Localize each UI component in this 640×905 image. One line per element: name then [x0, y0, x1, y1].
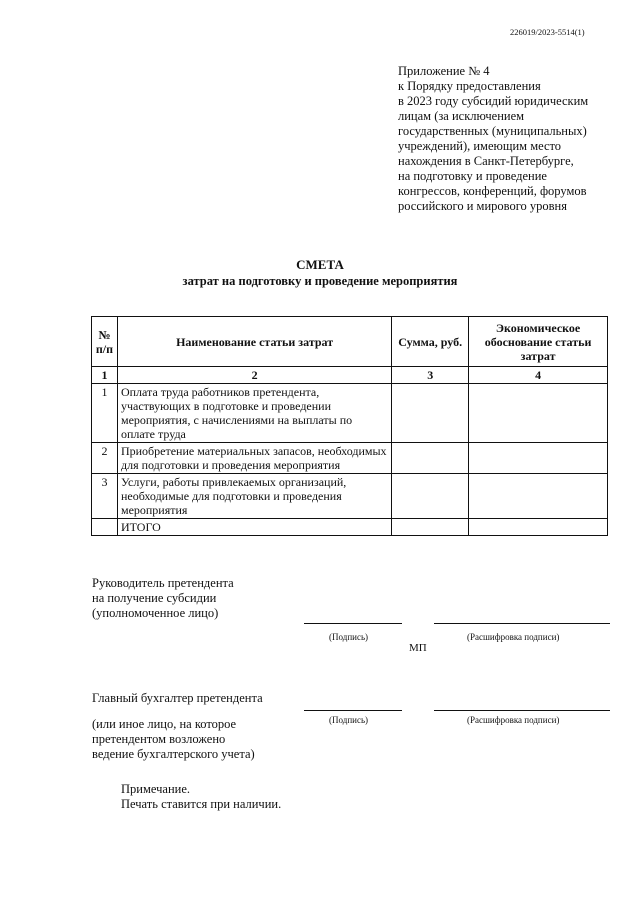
cost-estimate-table: [91, 316, 608, 536]
appendix-line: лицам (за исключением: [398, 109, 525, 123]
head-line: (уполномоченное лицо): [92, 606, 219, 620]
row-item-name: Услуги, работы привлекаемых организаций, необходимые для подготовки и проведения мероприятия: [117, 474, 391, 519]
row-item-name: Оплата труда работников претендента, участвующих в подготовке и проведении мероприятия, с начислениями на выплаты по оплате труда: [117, 384, 391, 443]
accountant-alt-line: претендентом возложено: [92, 732, 226, 746]
accountant-alt-label: [92, 717, 255, 762]
head-decoding-caption: (Расшифровка подписи): [467, 632, 560, 642]
accountant-alt-line: (или иное лицо, на которое: [92, 717, 237, 731]
row-number: 1: [92, 384, 118, 443]
accountant-alt-line: ведение бухгалтерского учета): [92, 747, 255, 761]
appendix-line: государственных (муниципальных): [398, 124, 587, 138]
row-justification: [469, 443, 608, 474]
row-number: 3: [92, 474, 118, 519]
table-row: [92, 443, 608, 474]
accountant-signature-line: [304, 710, 402, 711]
appendix-line: к Порядку предоставления: [398, 79, 541, 93]
document-subtitle: затрат на подготовку и проведение мероприятия: [182, 274, 458, 288]
stamp-place-label: МП: [409, 642, 427, 654]
head-line: на получение субсидии: [92, 591, 217, 605]
table-total-row: [92, 519, 608, 536]
appendix-header: [398, 64, 633, 214]
table-row: [92, 384, 608, 443]
row-sum: [392, 443, 469, 474]
column-index: 1: [92, 367, 118, 384]
header-justification: Экономическое обоснование статьи затрат: [469, 317, 608, 367]
accountant-decoding-caption: (Расшифровка подписи): [467, 715, 560, 725]
appendix-line: на подготовку и проведение: [398, 169, 547, 183]
head-line: Руководитель претендента: [92, 576, 234, 590]
total-justification-cell: [469, 519, 608, 536]
table-header-row: [92, 317, 608, 367]
head-signature-line: [304, 623, 402, 624]
appendix-line: в 2023 году субсидий юридическим: [398, 94, 589, 108]
column-index: 2: [117, 367, 391, 384]
head-decoding-line: [434, 623, 610, 624]
total-sum-cell: [392, 519, 469, 536]
column-index: 4: [469, 367, 608, 384]
document-title: СМЕТА: [296, 257, 344, 272]
row-justification: [469, 384, 608, 443]
accountant-label: Главный бухгалтер претендента: [92, 691, 263, 705]
header-number: № п/п: [92, 317, 118, 367]
row-item-name: Приобретение материальных запасов, необходимых для подготовки и проведения мероприятия: [117, 443, 391, 474]
row-justification: [469, 474, 608, 519]
note-text: Печать ставится при наличии.: [121, 797, 282, 811]
appendix-line: нахождения в Санкт-Петербурге,: [398, 154, 574, 168]
column-index-row: [92, 367, 608, 384]
row-sum: [392, 384, 469, 443]
head-signatory-label: [92, 576, 234, 621]
appendix-line: Приложение № 4: [398, 64, 490, 78]
head-signature-caption: (Подпись): [329, 632, 369, 642]
table-row: [92, 474, 608, 519]
header-sum: Сумма, руб.: [392, 317, 469, 367]
header-item-name: Наименование статьи затрат: [117, 317, 391, 367]
accountant-decoding-line: [434, 710, 610, 711]
document-number: 226019/2023-5514(1): [510, 27, 585, 37]
appendix-line: конгрессов, конференций, форумов: [398, 184, 587, 198]
total-label: ИТОГО: [117, 519, 391, 536]
row-number: 2: [92, 443, 118, 474]
appendix-line: учреждений), имеющим место: [398, 139, 562, 153]
note-label: Примечание.: [121, 782, 191, 796]
accountant-signature-caption: (Подпись): [329, 715, 369, 725]
appendix-line: российского и мирового уровня: [398, 199, 567, 213]
column-index: 3: [392, 367, 469, 384]
row-sum: [392, 474, 469, 519]
total-number-cell: [92, 519, 118, 536]
